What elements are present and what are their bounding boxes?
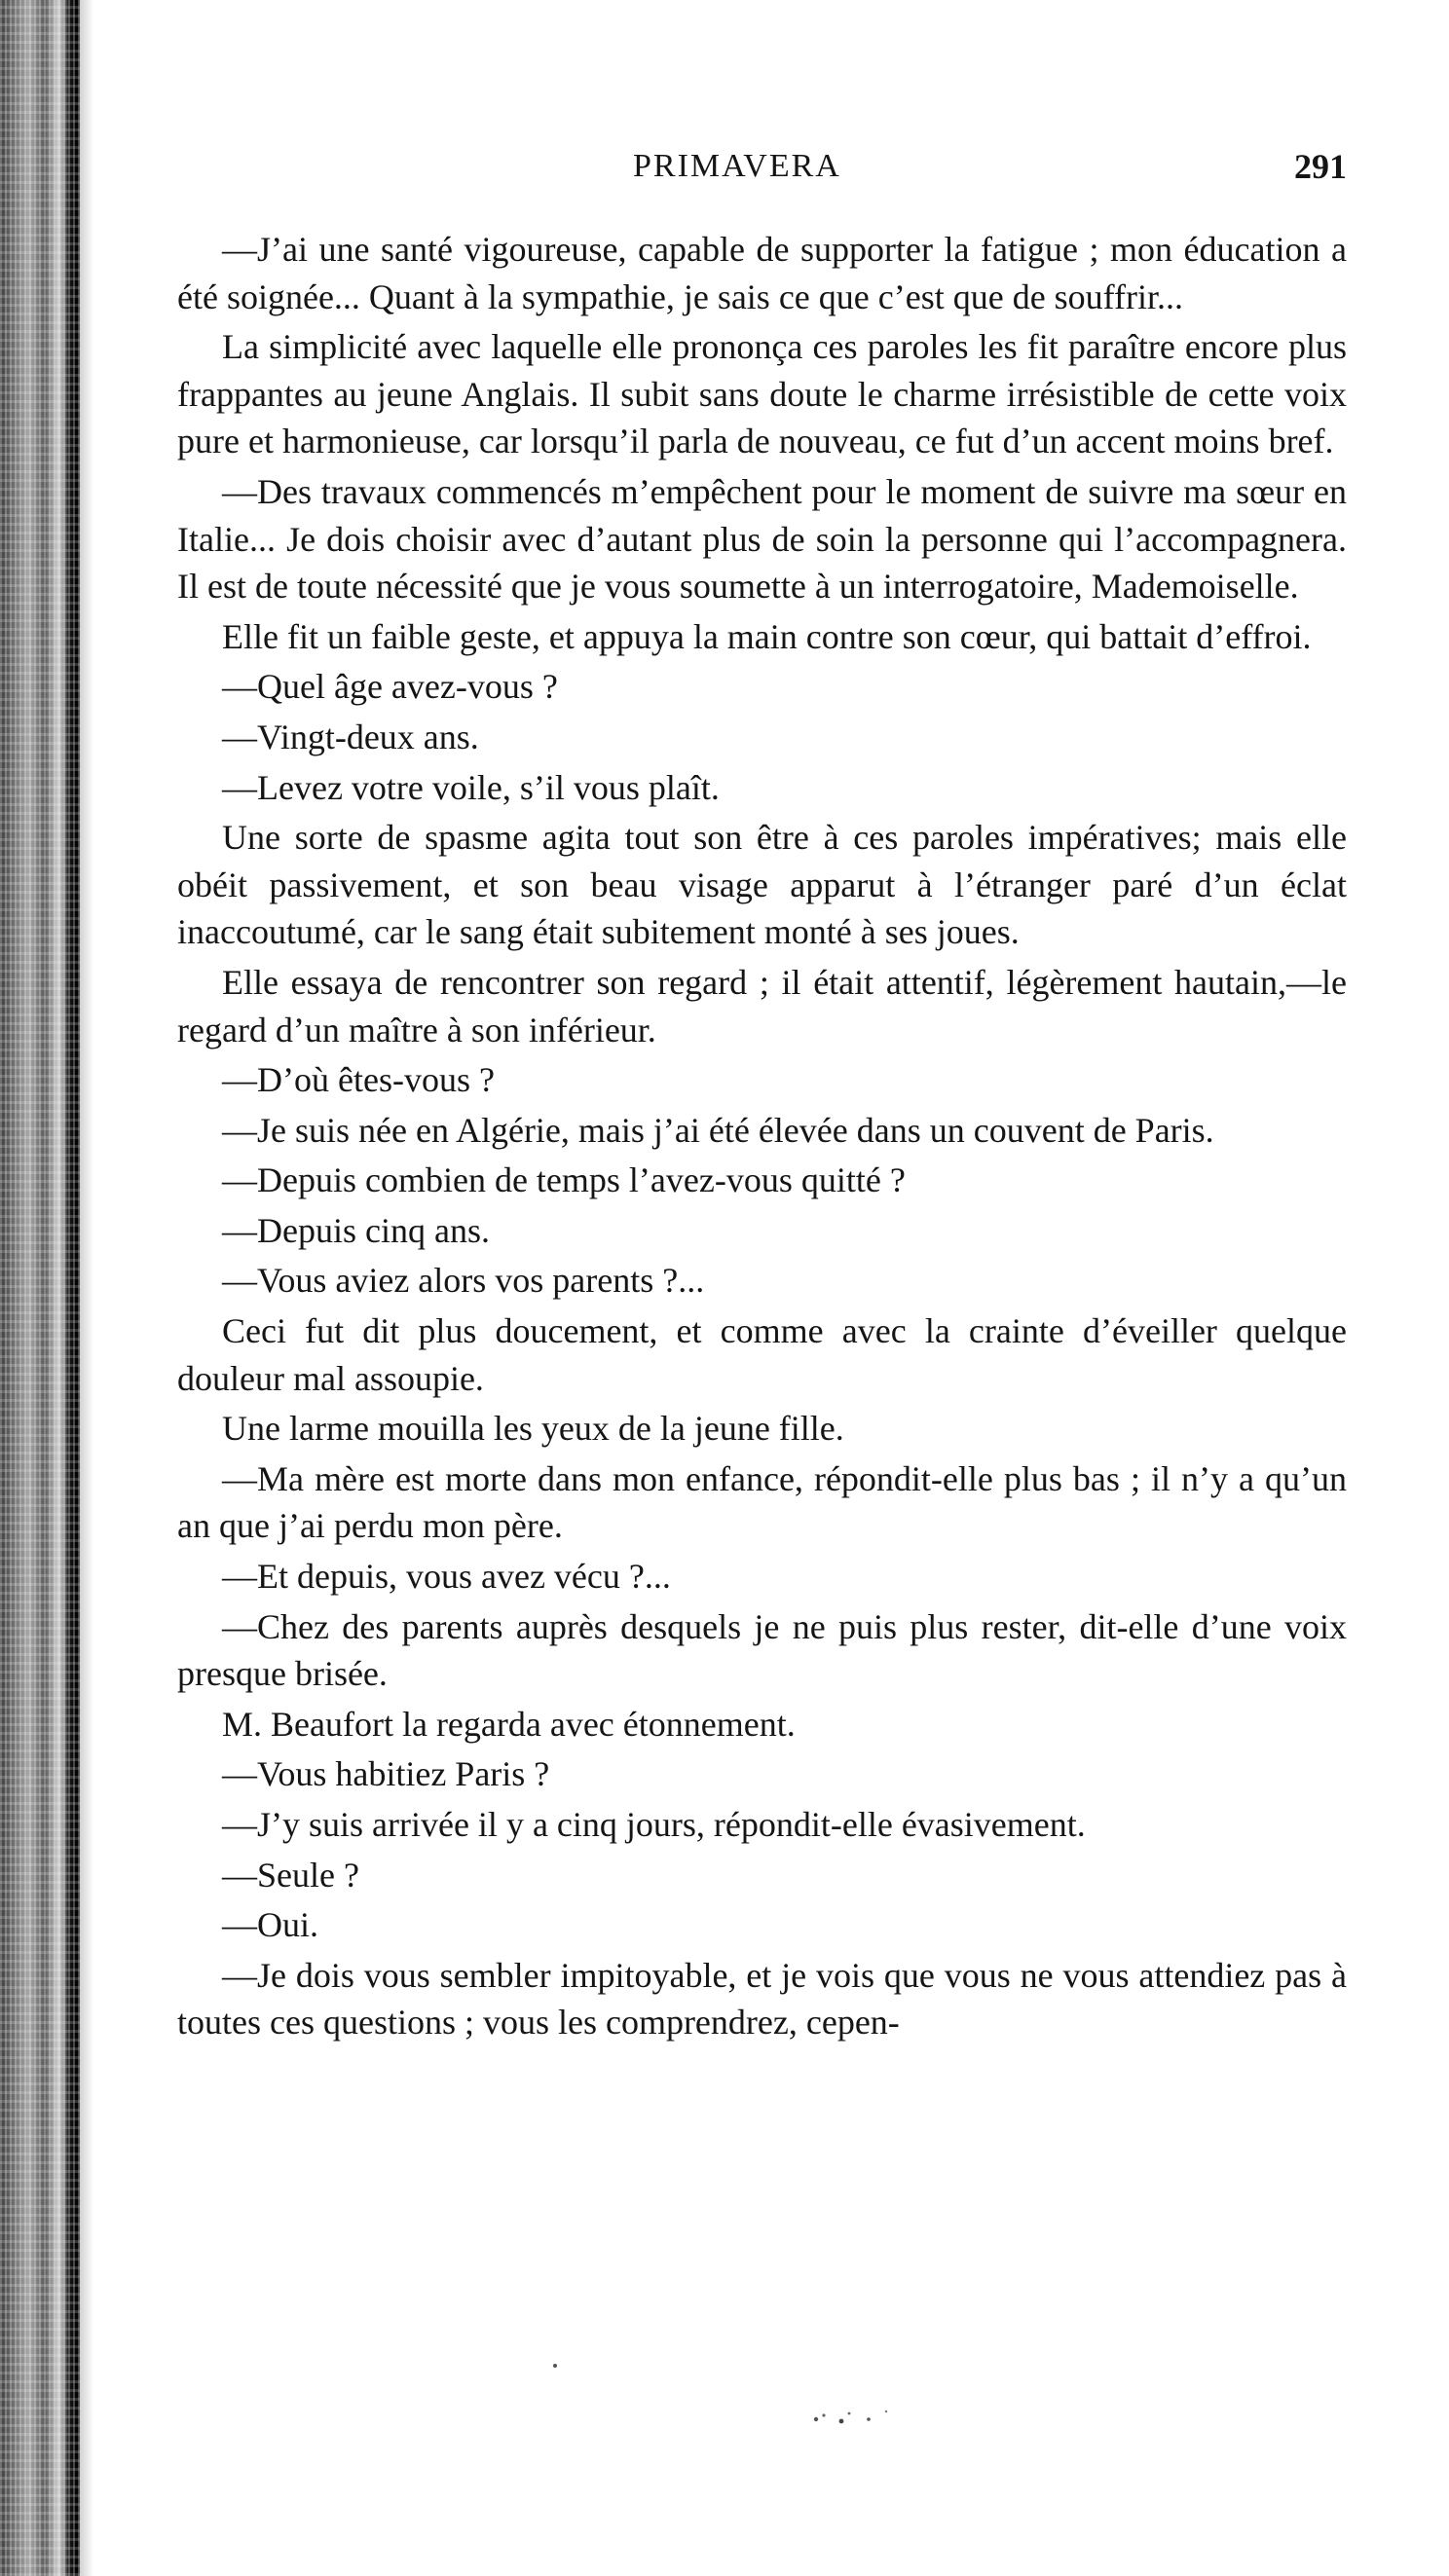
paragraph: —Des travaux commencés m’empêchent pour le moment de suivre ma sœur en Italie... Je dois choisir avec d’autant plus de soin la personne qui l’accompagnera. Il est de toute nécessité que je vous soumette à un interrogatoire, Mademoiselle.: [177, 471, 1347, 607]
ink-dot-mark: [545, 2356, 565, 2375]
paragraph: —Quel âge avez-vous ?: [222, 667, 558, 707]
page-number: 291: [1294, 147, 1347, 186]
paragraph: —Seule ?: [222, 1855, 359, 1895]
book-binding-gutter: [0, 0, 80, 2576]
page-fold-shadow: [80, 0, 93, 2576]
paragraph: —Depuis cinq ans.: [222, 1210, 490, 1250]
paragraph: —Chez des parents auprès desquels je ne puis plus rester, dit-elle d’une voix presque brisée.: [177, 1606, 1347, 1694]
page-header: [175, 148, 1347, 206]
paragraph: —Ma mère est morte dans mon enfance, répondit-elle plus bas ; il n’y a qu’un an que j’ai perdu mon père.: [177, 1458, 1347, 1546]
paragraph: —Je suis née en Algérie, mais j’ai été élevée dans un couvent de Paris.: [222, 1110, 1214, 1150]
body-text: [177, 226, 1347, 2049]
paragraph: —Et depuis, vous avez vécu ?...: [222, 1557, 671, 1597]
running-head: PRIMAVERA: [633, 148, 841, 184]
paragraph: —Vous habitiez Paris ?: [222, 1754, 550, 1794]
paragraph: Une sorte de spasme agita tout son être à ces paroles impératives; mais elle obéit passivement, et son beau visage apparut à l’étranger paré d’un éclat inaccoutumé, car le sang était subitement monté à ses joues.: [177, 818, 1347, 952]
paragraph: —D’où êtes-vous ?: [222, 1060, 495, 1100]
paragraph: —J’y suis arrivée il y a cinq jours, répondit-elle évasivement.: [222, 1805, 1086, 1844]
paragraph: Elle fit un faible geste, et appuya la main contre son cœur, qui battait d’effroi.: [222, 616, 1312, 656]
paragraph: Ceci fut dit plus doucement, et comme avec la crainte d’éveiller quelque douleur mal assoupie.: [177, 1311, 1347, 1398]
paragraph: —Oui.: [222, 1905, 318, 1945]
paragraph: —Depuis combien de temps l’avez-vous quitté ?: [222, 1160, 906, 1200]
paragraph: Une larme mouilla les yeux de la jeune fille.: [222, 1409, 844, 1449]
paragraph: —Levez votre voile, s’il vous plaît.: [222, 767, 720, 807]
ink-speck-mark: [799, 2390, 915, 2439]
paragraph: —Vingt-deux ans.: [222, 717, 479, 756]
paragraph: La simplicité avec laquelle elle prononça ces paroles les fit paraître encore plus frappantes au jeune Anglais. Il subit sans doute le charme irrésistible de cette voix pure et harmonieuse, car lorsqu’il parla de nouveau, ce fut d’un accent moins bref.: [177, 327, 1347, 461]
paragraph: —Vous aviez alors vos parents ?...: [222, 1261, 705, 1301]
paragraph: —Je dois vous sembler impitoyable, et je vois que vous ne vous attendiez pas à toutes ces questions ; vous les comprendrez, cepen-: [177, 1955, 1347, 2042]
paragraph: Elle essaya de rencontrer son regard ; il était attentif, légèrement hautain,—le regard d’un maître à son inférieur.: [177, 962, 1347, 1049]
paragraph: —J’ai une santé vigoureuse, capable de supporter la fatigue ; mon éducation a été soignée... Quant à la sympathie, je sais ce que c’est que de souffrir...: [177, 230, 1347, 316]
paragraph: M. Beaufort la regarda avec étonnement.: [222, 1704, 796, 1744]
